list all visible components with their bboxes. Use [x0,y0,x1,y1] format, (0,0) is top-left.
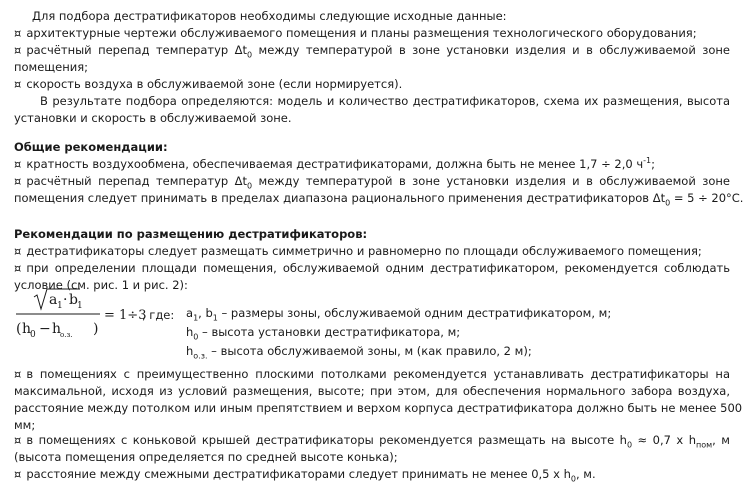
general-bullet-2-cont: помещения следует принимать в пределах диапазона рационального применения дестратификаторов $\Delta t_0 = 5 \div 20^\circ С$. [14,191,744,208]
bullet-icon: ¤ [14,43,22,57]
legend-h0: $h_0$ – высота установки дестратификатора, м; [186,325,461,342]
formula-den-hoz: h [52,321,62,337]
intro-result: В результате подбора определяются: модель и количество дестратификаторов, схема их размещения, высота [40,94,730,108]
bullet-icon: ¤ [14,77,22,91]
placement-bullet-2: ¤ при определении площади помещения, обслуживаемой одним дестратификатором, рекомендуется соблюдать [14,261,730,275]
formula-rhs: = 1÷3 [104,308,147,323]
placement-bullet-3-cont-3: мм; [14,418,36,432]
placement-bullet-5: ¤ расстояние между смежными дестратификаторами следует принимать не менее 0,5 x $h_0$, м. [14,467,596,484]
formula-den-minus: − [39,321,51,337]
formula-num-a-sub: 1 [57,301,63,311]
intro-bullet-3: ¤ скорость воздуха в обслуживаемой зоне (если нормируется). [14,77,403,91]
ratio-formula [14,283,184,341]
formula-num-b: b [69,292,78,308]
placement-bullet-3-cont-2: расстояние между потолком или иным препятствием и верхом корпуса дестратификатора должно быть не менее 500 [14,401,743,415]
formula-num-dot: · [63,292,68,308]
intro-result-cont: установки и скорость в обслуживаемой зоне. [14,111,292,125]
general-bullet-1: ¤ кратность воздухообмена, обеспечиваемая дестратификаторами, должна быть не менее 1,7 ÷ 2,0 $ч^{-1}$; [14,156,655,171]
formula-den-open: ( [16,321,22,337]
formula-den-h0-sub: 0 [30,330,36,340]
heading-general: Общие рекомендации: [14,140,168,154]
formula-num-a: a [49,292,58,308]
placement-bullet-3: ¤ в помещениях с преимущественно плоскими потолками рекомендуется устанавливать дестратификаторы на [14,367,730,381]
intro-bullet-1: ¤ архитектурные чертежи обслуживаемого помещения и планы размещения технологического оборудования; [14,26,697,40]
bullet-icon: ¤ [14,174,22,188]
intro-bullet-2: ¤ расчётный перепад температур $\Delta t_0$ между температурой в зоне установки изделия и в обслуживаемой зоне [14,43,730,60]
bullet-icon: ¤ [14,244,22,258]
legend-hoz: $h_{о.з.}$ – высота обслуживаемой зоны, м (как правило, 2 м); [186,344,532,361]
intro-bullet-2-cont: помещения; [14,60,88,74]
intro-text: Для подбора дестратификаторов необходимы следующие исходные данные: [32,9,507,23]
formula-where: , где: [142,308,175,322]
formula-den-h0: h [22,321,32,337]
placement-bullet-3-cont-1: максимальной, исходя из условий размещения, высоте; при этом, для обеспечения нормального забора воздуха, [14,384,730,398]
bullet-icon: ¤ [14,261,22,275]
formula-den-close: ) [93,321,99,337]
bullet-icon: ¤ [14,26,22,40]
bullet-icon: ¤ [14,367,22,381]
placement-bullet-4-cont: (высота помещения определяется по средней высоте конька); [14,450,398,464]
formula-num-b-sub: 1 [77,301,83,311]
placement-bullet-4: ¤ в помещениях с коньковой крышей дестратификаторы рекомендуется размещать на высоте $h_0 \approx 0,7$ x $h_{пом}$, м [14,433,730,450]
placement-bullet-1: ¤ дестратификаторы следует размещать симметрично и равномерно по площади обслуживаемого помещения; [14,244,702,258]
formula-den-hoz-sub: о.з. [60,331,73,339]
bullet-icon: ¤ [14,157,22,171]
heading-placement: Рекомендации по размещению дестратификаторов: [14,227,368,241]
bullet-icon: ¤ [14,467,22,481]
legend-a1-b1: $a_1$, $b_1$ – размеры зоны, обслуживаемой одним дестратификатором, м; [186,306,612,323]
general-bullet-2: ¤ расчётный перепад температур $\Delta t_0$ между температурой в зоне установки изделия и в обслуживаемой зоне [14,174,730,191]
placement-bullet-2-cont: условие (см. рис. 1 и рис. 2): [14,278,188,292]
bullet-icon: ¤ [14,433,22,447]
